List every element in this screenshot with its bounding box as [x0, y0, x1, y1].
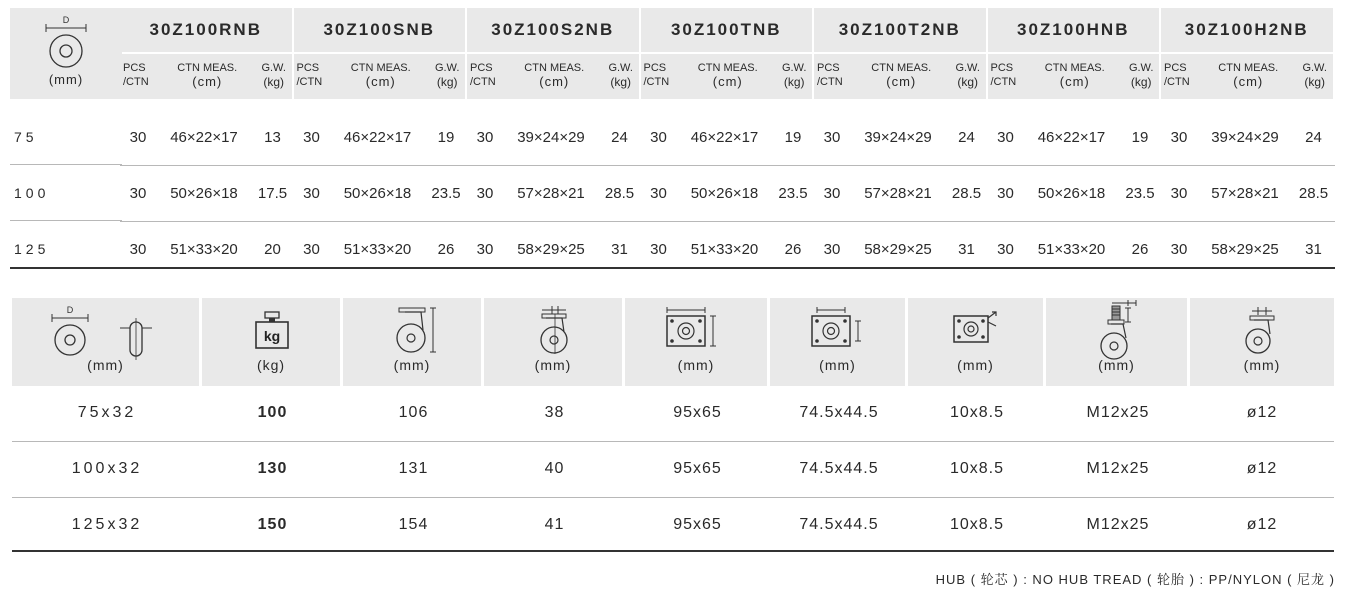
- pcs-value: 30: [997, 128, 1014, 146]
- ctn-meas-header: CTN MEAS. (cm): [871, 62, 932, 89]
- wheel-diameter-width-icon: [50, 304, 170, 362]
- model-header: 30Z100SNB: [294, 8, 468, 52]
- pcs-value: 30: [823, 128, 841, 146]
- bolt-spacing-value: 74.5x44.5: [799, 516, 879, 533]
- pcs-value: 30: [823, 240, 841, 258]
- table-row: [120, 109, 1335, 166]
- model-cell-group: [988, 165, 1162, 221]
- ctn-meas-header: CTN MEAS. (cm): [1218, 62, 1279, 89]
- model-cell-group: [641, 165, 815, 221]
- wheel-diameter-icon: [42, 14, 90, 70]
- wheel-size-value: 125x32: [71, 516, 143, 533]
- ctn-meas-value: 50×26×18: [1037, 184, 1106, 202]
- model-header-row: [120, 8, 1335, 52]
- model-cell-group: [1161, 165, 1335, 221]
- pcs-value: 30: [650, 128, 667, 146]
- gw-header: G.W. (kg): [434, 62, 460, 89]
- model-header: 30Z100H2NB: [1161, 8, 1335, 52]
- size-column: [10, 8, 122, 270]
- pcs-value: 30: [303, 240, 320, 258]
- ctn-meas-value: 51×33×20: [343, 240, 412, 258]
- bolt-spacing-value: 74.5x44.5: [799, 404, 879, 421]
- table-row: [12, 497, 1334, 553]
- ctn-meas-value: 51×33×20: [1037, 240, 1106, 258]
- model-columns: [120, 8, 1335, 270]
- bolt-spacing-value: 74.5x44.5: [799, 460, 879, 477]
- material-footnote: HUB ( 轮芯 ) : NO HUB TREAD ( 轮胎 ) : PP/NYLON ( 尼龙 ): [935, 572, 1335, 587]
- pcs-header: PCS /CTN: [1164, 62, 1190, 88]
- sub-header-group: [294, 54, 468, 99]
- pcs-header: PCS /CTN: [817, 62, 843, 88]
- ctn-meas-value: 39×24×29: [517, 128, 585, 146]
- load-value: 150: [257, 516, 288, 533]
- table-bottom-rule: [10, 267, 122, 269]
- pcs-header: PCS /CTN: [990, 62, 1017, 88]
- gw-value: 19: [1131, 128, 1149, 146]
- gw-value: 31: [958, 240, 975, 258]
- ctn-meas-header: CTN MEAS. (cm): [697, 62, 758, 89]
- gw-header: G.W. (kg): [955, 62, 980, 89]
- unit-label: (mm): [534, 357, 572, 373]
- row-size-100: 100: [10, 165, 122, 221]
- size-unit: (mm): [48, 72, 84, 87]
- gw-value: 26: [437, 240, 455, 258]
- pcs-header: PCS /CTN: [643, 62, 670, 88]
- gw-value: 24: [611, 128, 628, 146]
- offset-value: 40: [544, 460, 565, 477]
- col-bolt-size: [908, 298, 1046, 386]
- ctn-meas-value: 46×22×17: [690, 128, 759, 146]
- ctn-meas-value: 50×26×18: [170, 184, 238, 202]
- unit-label: (mm): [393, 357, 431, 373]
- col-height: [343, 298, 484, 386]
- ctn-meas-value: 57×28×21: [517, 184, 585, 202]
- wheel-size-value: 100x32: [71, 460, 143, 477]
- offset-icon: [534, 304, 574, 356]
- gw-value: 24: [958, 128, 975, 146]
- bolt-hole-value: ø12: [1246, 516, 1278, 533]
- spec-header-row: [12, 298, 1334, 386]
- gw-value: 28.5: [951, 184, 982, 202]
- gw-value: 31: [1305, 240, 1322, 258]
- pcs-value: 30: [997, 184, 1014, 202]
- gw-header: G.W. (kg): [608, 62, 633, 89]
- gw-value: 24: [1305, 128, 1322, 146]
- col-offset: [484, 298, 625, 386]
- ctn-meas-value: 46×22×17: [170, 128, 238, 146]
- sub-header-group: [641, 54, 815, 99]
- ctn-meas-value: 39×24×29: [864, 128, 932, 146]
- pcs-value: 30: [129, 240, 147, 258]
- ctn-meas-value: 50×26×18: [690, 184, 759, 202]
- col-load: [202, 298, 343, 386]
- unit-label: (mm): [87, 357, 124, 373]
- height-value: 131: [398, 460, 429, 477]
- ctn-meas-header: CTN MEAS. (cm): [177, 62, 238, 89]
- pcs-value: 30: [1170, 240, 1188, 258]
- size-header: [10, 8, 122, 99]
- stem-value: M12x25: [1086, 516, 1150, 533]
- height-value: 106: [398, 404, 429, 421]
- unit-label: (mm): [1243, 357, 1281, 373]
- svg-text:D: D: [62, 15, 70, 25]
- sub-header-group: [120, 54, 294, 99]
- ctn-meas-value: 51×33×20: [690, 240, 759, 258]
- col-bolt-hole: [1190, 298, 1334, 386]
- packing-table: [10, 8, 1335, 270]
- ctn-meas-value: 39×24×29: [1211, 128, 1279, 146]
- pcs-header: PCS /CTN: [123, 62, 149, 88]
- model-header: 30Z100S2NB: [467, 8, 641, 52]
- pcs-value: 30: [650, 184, 667, 202]
- sub-header-group: [467, 54, 641, 99]
- height-value: 154: [398, 516, 429, 533]
- ctn-meas-value: 58×29×25: [864, 240, 932, 258]
- pcs-value: 30: [129, 128, 147, 146]
- model-header: 30Z100RNB: [120, 8, 294, 52]
- svg-text:kg: kg: [263, 328, 281, 344]
- pcs-header: PCS /CTN: [470, 62, 496, 88]
- load-weight-icon: [254, 310, 290, 350]
- table-row: [120, 165, 1335, 222]
- pcs-value: 30: [476, 128, 494, 146]
- bolt-hole-value: ø12: [1246, 404, 1278, 421]
- model-cell-group: [467, 165, 641, 221]
- gw-value: 28.5: [604, 184, 635, 202]
- gw-value: 23.5: [778, 184, 808, 202]
- ctn-meas-value: 57×28×21: [864, 184, 932, 202]
- row-size-75: 75: [10, 109, 122, 165]
- model-cell-group: [814, 109, 988, 165]
- overall-height-icon: [393, 306, 439, 356]
- gw-value: 20: [264, 240, 281, 258]
- gw-header: G.W. (kg): [1302, 62, 1327, 89]
- wheel-size-value: 75x32: [77, 404, 137, 421]
- bolt-hole-stem-icon: [1240, 306, 1280, 356]
- ctn-meas-value: 50×26×18: [343, 184, 412, 202]
- bolt-hole-size-icon: [952, 308, 1004, 350]
- col-stem: [1046, 298, 1190, 386]
- unit-label: (mm): [957, 357, 994, 373]
- gw-header: G.W. (kg): [781, 62, 807, 89]
- svg-text:D: D: [66, 305, 74, 315]
- ctn-meas-value: 46×22×17: [343, 128, 412, 146]
- bolt-size-value: 10x8.5: [949, 404, 1005, 421]
- unit-label: (mm): [819, 357, 856, 373]
- sub-header-group: [988, 54, 1162, 99]
- model-cell-group: [120, 109, 294, 165]
- gw-value: 23.5: [1125, 184, 1155, 202]
- sub-header-group: [1161, 54, 1335, 99]
- model-cell-group: [294, 165, 468, 221]
- model-cell-group: [120, 165, 294, 221]
- table-bottom-rule: [12, 550, 1334, 552]
- table-bottom-rule: [120, 267, 1335, 269]
- load-value: 100: [257, 404, 288, 421]
- load-value: 130: [257, 460, 288, 477]
- model-cell-group: [467, 109, 641, 165]
- pcs-value: 30: [650, 240, 667, 258]
- pcs-value: 30: [303, 128, 320, 146]
- pcs-value: 30: [303, 184, 320, 202]
- unit-label: (mm): [1098, 357, 1135, 373]
- plate-size-icon: [663, 306, 721, 352]
- plate-size-value: 95x65: [673, 516, 722, 533]
- col-plate-size: [625, 298, 770, 386]
- col-bolt-spacing: [770, 298, 908, 386]
- stem-value: M12x25: [1086, 404, 1150, 421]
- gw-value: 26: [1131, 240, 1149, 258]
- stem-value: M12x25: [1086, 460, 1150, 477]
- model-cell-group: [814, 165, 988, 221]
- model-header: 30Z100TNB: [641, 8, 815, 52]
- ctn-meas-value: 58×29×25: [517, 240, 585, 258]
- pcs-value: 30: [997, 240, 1014, 258]
- ctn-meas-value: 46×22×17: [1037, 128, 1106, 146]
- ctn-meas-header: CTN MEAS. (cm): [524, 62, 585, 89]
- pcs-value: 30: [476, 240, 494, 258]
- threaded-stem-icon: [1092, 300, 1144, 362]
- pcs-value: 30: [823, 184, 841, 202]
- ctn-meas-value: 58×29×25: [1211, 240, 1279, 258]
- bolt-hole-value: ø12: [1246, 460, 1278, 477]
- model-cell-group: [641, 109, 815, 165]
- model-cell-group: [988, 109, 1162, 165]
- row-size-125: 125: [14, 241, 50, 257]
- gw-value: 17.5: [257, 184, 288, 202]
- gw-value: 19: [784, 128, 802, 146]
- gw-value: 13: [264, 128, 281, 146]
- unit-label: (mm): [677, 357, 715, 373]
- pcs-value: 30: [1170, 128, 1188, 146]
- model-header: 30Z100T2NB: [814, 8, 988, 52]
- ctn-meas-value: 51×33×20: [170, 240, 238, 258]
- pcs-header: PCS /CTN: [296, 62, 323, 88]
- ctn-meas-header: CTN MEAS. (cm): [350, 62, 411, 89]
- unit-label: (kg): [256, 357, 286, 373]
- model-cell-group: [1161, 109, 1335, 165]
- plate-size-value: 95x65: [673, 404, 722, 421]
- pcs-value: 30: [476, 184, 494, 202]
- plate-size-value: 95x65: [673, 460, 722, 477]
- sub-header-row: [120, 54, 1335, 99]
- bolt-size-value: 10x8.5: [949, 460, 1005, 477]
- offset-value: 38: [544, 404, 565, 421]
- gw-value: 19: [437, 128, 455, 146]
- ctn-meas-header: CTN MEAS. (cm): [1044, 62, 1105, 89]
- pcs-value: 30: [129, 184, 147, 202]
- col-wheel-size: [12, 298, 202, 386]
- sub-header-group: [814, 54, 988, 99]
- gw-value: 31: [611, 240, 628, 258]
- bolt-size-value: 10x8.5: [949, 516, 1005, 533]
- model-cell-group: [294, 109, 468, 165]
- gw-value: 28.5: [1298, 184, 1329, 202]
- table-row: [12, 385, 1334, 442]
- gw-value: 26: [784, 240, 802, 258]
- model-header: 30Z100HNB: [988, 8, 1162, 52]
- bolt-hole-spacing-icon: [808, 306, 866, 352]
- ctn-meas-value: 57×28×21: [1211, 184, 1279, 202]
- table-row: [12, 441, 1334, 498]
- gw-value: 23.5: [431, 184, 461, 202]
- pcs-value: 30: [1170, 184, 1188, 202]
- gw-header: G.W. (kg): [1128, 62, 1154, 89]
- offset-value: 41: [544, 516, 565, 533]
- gw-header: G.W. (kg): [261, 62, 286, 89]
